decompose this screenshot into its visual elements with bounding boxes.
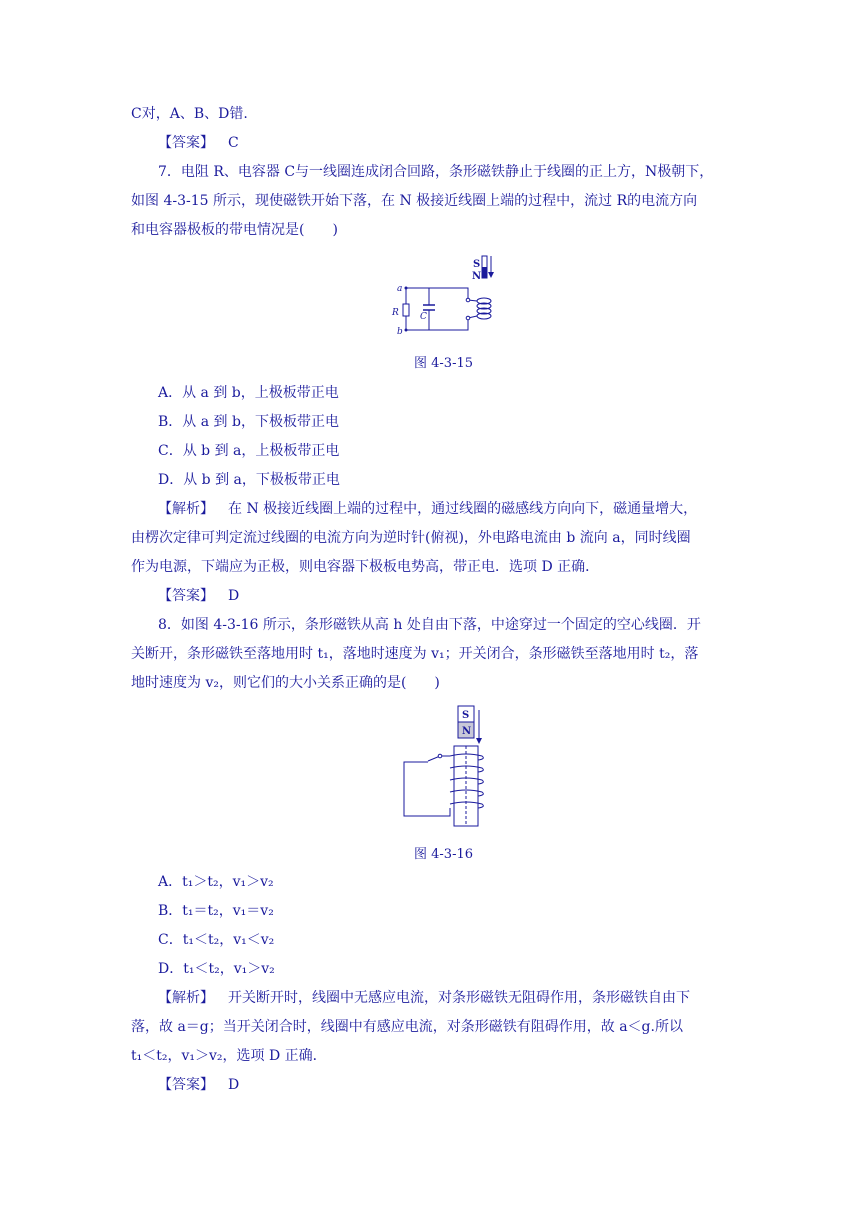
analysis-label: 【解析】 xyxy=(158,990,214,1006)
q7-stem-line1: 7．电阻 R、电容器 C与一线圈连成闭合回路，条形磁铁静止于线圈的正上方，N极朝下， xyxy=(158,164,714,180)
q8-option-d: D．t₁＜t₂，v₁＞v₂ xyxy=(158,961,275,977)
q7-option-b: B．从 a 到 b，下极板带正电 xyxy=(158,414,339,430)
resistor xyxy=(403,304,409,316)
q8-answer xyxy=(158,1075,239,1095)
answer-label: 【答案】 xyxy=(158,588,214,604)
q8-option-b: B．t₁＝t₂，v₁＝v₂ xyxy=(158,903,274,919)
q8-option-c: C．t₁＜t₂，v₁＜v₂ xyxy=(158,932,275,948)
q8-option-a: A．t₁＞t₂，v₁＞v₂ xyxy=(158,874,274,890)
q7-option-a: A．从 a 到 b，上极板带正电 xyxy=(158,385,339,401)
q7-stem-line2: 如图 4-3-15 所示，现使磁铁开始下落，在 N 极接近线圈上端的过程中，流过 R的电流方向 xyxy=(131,193,698,209)
q6-answer xyxy=(158,133,239,153)
coil xyxy=(468,298,491,319)
q7-analysis-line1 xyxy=(158,499,697,519)
analysis-label: 【解析】 xyxy=(158,501,214,517)
answer-label: 【答案】 xyxy=(158,1077,214,1093)
answer-value: C xyxy=(228,135,239,151)
node-a-label: a xyxy=(397,284,403,294)
magnet-n-label: N xyxy=(472,271,482,282)
magnet-s-label: S xyxy=(462,710,470,721)
figure-4-3-16 xyxy=(400,704,496,830)
q8-stem-line1: 8．如图 4-3-16 所示，条形磁铁从高 h 处自由下落，中途穿过一个固定的空心线圈．开 xyxy=(158,617,701,633)
answer-value: D xyxy=(228,588,240,604)
q8-stem-line2: 关断开，条形磁铁至落地用时 t₁，落地时速度为 v₁；开关闭合，条形磁铁至落地用时 t₂，落 xyxy=(131,646,699,662)
q8-analysis-line1 xyxy=(158,988,690,1008)
q8-analysis-line3: t₁＜t₂，v₁＞v₂，选项 D 正确． xyxy=(131,1048,327,1064)
magnet-s-label: S xyxy=(473,259,481,270)
capacitor-label: C xyxy=(420,312,427,322)
magnet-n-label: N xyxy=(462,726,472,737)
switch-wire xyxy=(404,762,450,816)
figure-caption-4-3-15: 图 4-3-15 xyxy=(414,356,474,371)
analysis-text: 开关断开时，线圈中无感应电流，对条形磁铁无阻碍作用，条形磁铁自由下 xyxy=(228,990,690,1006)
answer-value: D xyxy=(228,1077,240,1093)
resistor-label: R xyxy=(392,308,399,318)
q7-option-d: D．从 b 到 a，下极板带正电 xyxy=(158,472,340,488)
q8-analysis-line2: 落，故 a＝g；当开关闭合时，线圈中有感应电流，对条形磁铁有阻碍作用，故 a＜g.所以 xyxy=(131,1019,683,1035)
analysis-text: 在 N 极接近线圈上端的过程中，通过线圈的磁感线方向向下，磁通量增大， xyxy=(228,501,698,517)
figure-caption-4-3-16: 图 4-3-16 xyxy=(414,847,474,862)
q8-stem-line3: 地时速度为 v₂，则它们的大小关系正确的是( ) xyxy=(131,675,440,691)
q7-answer xyxy=(158,586,239,606)
q7-stem-line3: 和电容器极板的带电情况是( ) xyxy=(131,222,338,238)
figure-4-3-15 xyxy=(388,252,500,338)
node-b-label: b xyxy=(397,327,403,337)
q6-conclusion: C对，A、B、D错. xyxy=(131,106,248,122)
q7-analysis-line2: 由楞次定律可判定流过线圈的电流方向为逆时针(俯视)，外电路电流由 b 流向 a，同时线圈 xyxy=(131,530,691,546)
q7-option-c: C．从 b 到 a，上极板带正电 xyxy=(158,443,340,459)
answer-label: 【答案】 xyxy=(158,135,214,151)
q7-analysis-line3: 作为电源，下端应为正极，则电容器下极板电势高，带正电．选项 D 正确． xyxy=(131,559,600,575)
